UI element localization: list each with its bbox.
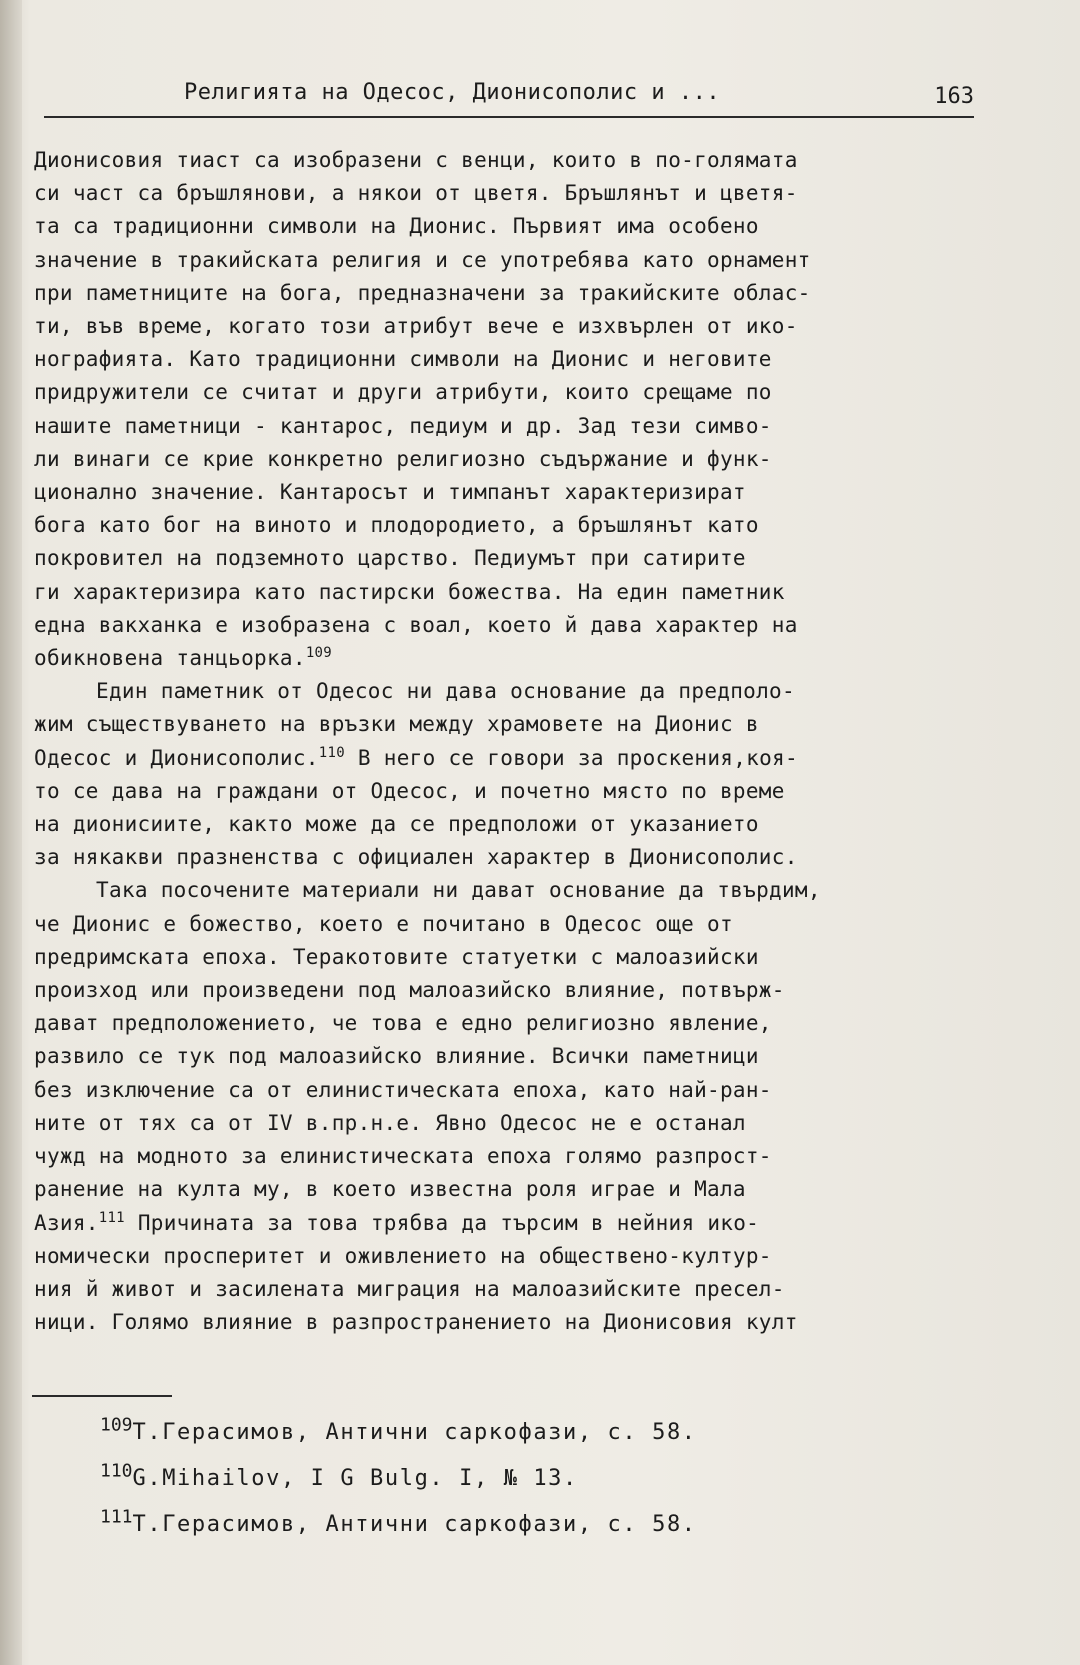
line-text: номически просперитет и оживлението на обществено-култур- — [34, 1243, 772, 1268]
text-line — [34, 576, 994, 609]
text-line — [34, 1207, 994, 1240]
line-text: нографията. Като традиционни символи на Дионис и неговите — [34, 347, 772, 372]
line-text: при паметниците на бога, предназначени за тракийските облас- — [34, 280, 811, 305]
footnote-separator — [32, 1395, 172, 1397]
text-line — [34, 210, 994, 243]
text-line — [34, 908, 994, 941]
text-line — [34, 1273, 994, 1306]
footnote-number: 109 — [100, 1414, 133, 1436]
text-line — [34, 775, 994, 808]
text-line — [34, 509, 994, 542]
text-line — [34, 708, 994, 741]
text-line — [34, 1240, 994, 1273]
text-line — [34, 144, 994, 177]
text-line — [34, 1074, 994, 1107]
line-text: една вакханка е изобразена с воал, което й дава характер на — [34, 612, 798, 637]
text-line — [34, 642, 994, 675]
footnote-text: Т.Герасимов, Антични саркофази, с. 58. — [132, 1420, 697, 1445]
line-text: то се дава на граждани от Одесос, и почетно място по време — [34, 778, 785, 803]
text-line — [34, 443, 994, 476]
line-text: Един паметник от Одесос ни дава основание да предполо- — [96, 679, 795, 704]
text-line — [34, 941, 994, 974]
line-text-continued: Причината за това трябва да търсим в нейния ико- — [124, 1210, 760, 1235]
line-text: ли винаги се крие конкретно религиозно съдържание и функ- — [34, 446, 772, 471]
line-text: нашите паметници - кантарос, педиум и др. Зад тези симво- — [34, 413, 772, 438]
body-text — [34, 144, 994, 1339]
page-binding-edge — [0, 0, 22, 1665]
text-line — [34, 177, 994, 210]
footnote — [100, 1502, 1000, 1548]
line-text: бога като бог на виното и плодородието, а бръшлянът като — [34, 513, 759, 538]
line-text: без изключение са от елинистическата епоха, като най-ран- — [34, 1077, 772, 1102]
text-line — [34, 1173, 994, 1206]
line-text: на дионисиите, както може да се предположи от указанието — [34, 812, 759, 837]
line-text: ници. Голямо влияние в разпространението на Дионисовия култ — [34, 1310, 798, 1335]
line-text: ти, във време, когато този атрибут вече е изхвърлен от ико- — [34, 314, 798, 339]
line-text: дават предположението, че това е едно религиозно явление, — [34, 1011, 772, 1036]
line-text: произход или произведени под малоазийско влияние, потвърж- — [34, 978, 785, 1003]
footnote-number: 111 — [100, 1506, 133, 1528]
text-line — [34, 841, 994, 874]
line-text: развило се тук под малоазийско влияние. Всички паметници — [34, 1044, 759, 1069]
text-line — [34, 1306, 994, 1339]
line-text: значение в тракийската религия и се употребява като орнамент — [34, 247, 811, 272]
text-line — [34, 277, 994, 310]
line-text: придружители се считат и други атрибути, които срещаме по — [34, 380, 772, 405]
line-text: Дионисовия тиаст са изобразени с венци, които в по-голямата — [34, 148, 798, 172]
text-line — [34, 1140, 994, 1173]
line-text: ционално значение. Кантаросът и тимпанът характеризират — [34, 480, 746, 505]
text-line — [34, 310, 994, 343]
line-text-continued: В него се говори за проскения,коя- — [344, 745, 798, 770]
line-text: обикновена танцьорка. — [34, 646, 306, 671]
footnote-reference: 110 — [318, 744, 345, 761]
text-line — [34, 1107, 994, 1140]
footnote-reference: 111 — [98, 1209, 125, 1226]
line-text: ните от тях са от IV в.пр.н.е. Явно Одесос не е останал — [34, 1110, 746, 1135]
line-text: предримската епоха. Теракотовите статуетки с малоазийски — [34, 944, 759, 969]
line-text: чужд на модното за елинистическата епоха голямо разпрост- — [34, 1144, 772, 1169]
footnote — [100, 1410, 1000, 1456]
text-line — [34, 675, 994, 708]
line-text: ния й живот и засилената миграция на малоазийските пресел- — [34, 1276, 785, 1301]
text-line — [34, 808, 994, 841]
line-text: че Дионис е божество, което е почитано в Одесос още от — [34, 911, 733, 936]
line-text: си част са бръшлянови, а някои от цветя. Бръшлянът и цветя- — [34, 181, 798, 206]
line-text: жим съществуването на връзки между храмовете на Дионис в — [34, 712, 759, 737]
text-line — [34, 874, 994, 907]
text-line — [34, 974, 994, 1007]
line-text: Така посочените материали ни дават основание да твърдим, — [96, 878, 821, 903]
page-number: 163 — [934, 84, 974, 109]
text-line — [34, 609, 994, 642]
footnote — [100, 1456, 1000, 1502]
text-line — [34, 244, 994, 277]
text-line — [34, 410, 994, 443]
text-line — [34, 1040, 994, 1073]
line-text: покровител на подземното царство. Педиумът при сатирите — [34, 546, 746, 571]
running-title: Религията на Одесос, Дионисополис и ... — [184, 80, 721, 105]
text-line — [34, 343, 994, 376]
text-line — [34, 376, 994, 409]
text-line — [34, 476, 994, 509]
line-text: ги характеризира като пастирски божества. На един паметник — [34, 579, 785, 604]
footnote-reference: 109 — [305, 645, 332, 662]
footnotes — [100, 1410, 1000, 1548]
footnote-text: Т.Герасимов, Антични саркофази, с. 58. — [132, 1512, 697, 1537]
line-text: ранение на култа му, в което известна роля играе и Мала — [34, 1177, 746, 1202]
line-text: та са традиционни символи на Дионис. Първият има особено — [34, 214, 759, 239]
running-header — [44, 80, 974, 118]
line-text: за някакви празненства с официален характер в Дионисополис. — [34, 845, 798, 870]
text-line — [34, 1007, 994, 1040]
text-line — [34, 542, 994, 575]
footnote-number: 110 — [100, 1460, 133, 1482]
footnote-text: G.Mihailov, I G Bulg. I, № 13. — [132, 1466, 578, 1491]
line-text: Одесос и Дионисополис. — [34, 745, 319, 770]
text-line — [34, 742, 994, 775]
line-text: Азия. — [34, 1210, 99, 1235]
